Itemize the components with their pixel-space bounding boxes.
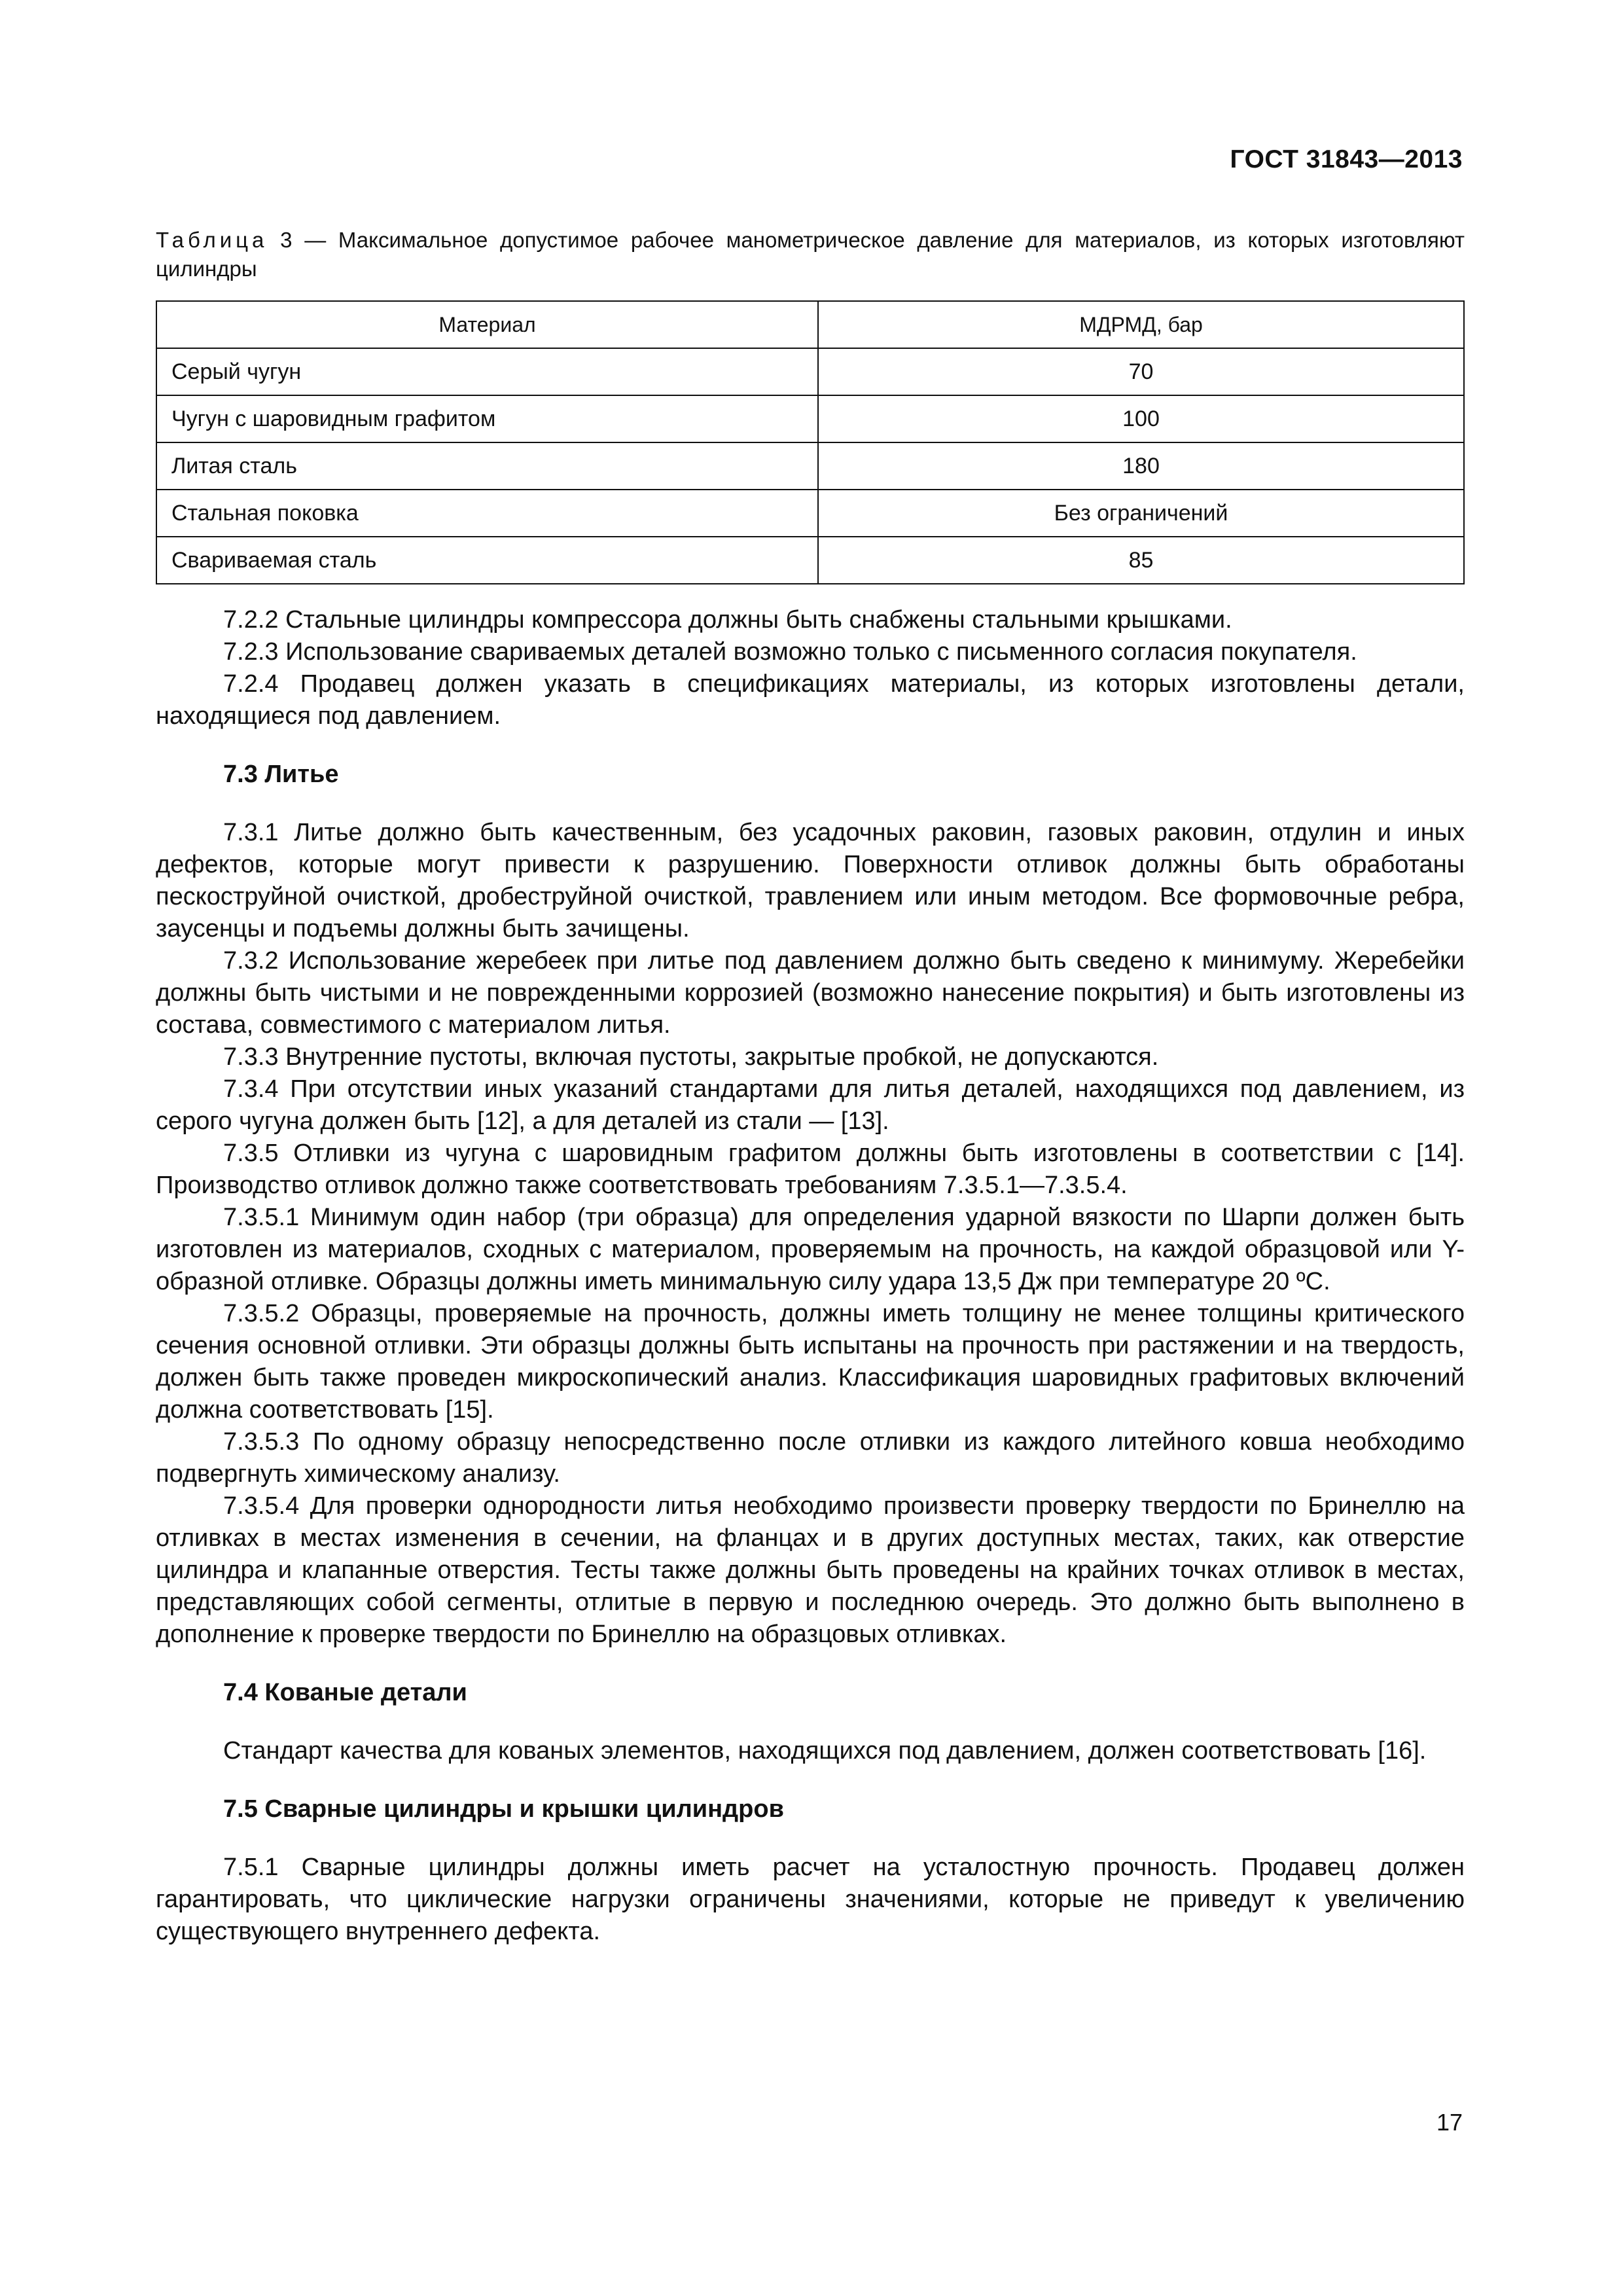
- paragraph-7-3-5-2: 7.3.5.2 Образцы, проверяемые на прочность, должны иметь толщину не менее толщины критического сечения основной отливки. Эти образцы должны быть испытаны на прочность при растяжении и на твердость, должен быть также проведен микроскопический анализ. Классификация шаровидных графитовых включений должна соответствовать [15].: [156, 1300, 1465, 1424]
- paragraph-7-5-1: 7.5.1 Сварные цилиндры должны иметь расчет на усталостную прочность. Продавец должен гарантировать, что циклические нагрузки ограничены значениями, которые не приведут к увеличению существующего внутреннего дефекта.: [156, 1854, 1465, 1945]
- material-cell: Серый чугун: [156, 348, 818, 395]
- material-cell: Чугун с шаровидным графитом: [156, 395, 818, 442]
- header-pressure: МДРМД, бар: [818, 301, 1464, 348]
- table-caption: [156, 226, 1465, 283]
- material-cell: Литая сталь: [156, 442, 818, 490]
- paragraph-7-3-2: 7.3.2 Использование жеребеек при литье под давлением должно быть сведено к минимуму. Жеребейки должны быть чистыми и не поврежденными коррозией (возможно нанесение покрытия) и быть изготовлены из состава, совместимого с материалом литья.: [156, 947, 1465, 1039]
- section-title-7-3: 7.3 Литье: [223, 761, 339, 788]
- table-row: [156, 395, 1464, 442]
- paragraph-7-3-5-1: 7.3.5.1 Минимум один набор (три образца) для определения ударной вязкости по Шарпи должен быть изготовлен из материалов, сходных с материалом, проверяемым на прочность, на каждой образцовой или Y-образной отливке. Образцы должны иметь минимальную силу удара 13,5 Дж при температуре 20 ºС.: [156, 1204, 1465, 1295]
- pressure-cell: 70: [818, 348, 1464, 395]
- table-row: [156, 490, 1464, 537]
- paragraph-7-2-4: 7.2.4 Продавец должен указать в спецификациях материалы, из которых изготовлены детали, находящиеся под давлением.: [156, 670, 1465, 730]
- paragraph-7-3-4: 7.3.4 При отсутствии иных указаний стандартами для литья деталей, находящихся под давлением, из серого чугуна должен быть [12], а для деталей из стали — [13].: [156, 1075, 1465, 1135]
- header-material: Материал: [156, 301, 818, 348]
- page-number: 17: [1436, 2109, 1463, 2136]
- table-row: [156, 348, 1464, 395]
- paragraph-7-3-5-4: 7.3.5.4 Для проверки однородности литья необходимо произвести проверку твердости по Бринеллю на отливках в местах изменения в сечении, на фланцах и в других доступных местах, таких, как отверстие цилиндра и клапанные отверстия. Тесты также должны быть проведены на крайних точках отливок в местах, представляющих собой сегменты, отлитые в первую и последнюю очередь. Это должно быть выполнено в дополнение к проверке твердости по Бринеллю на образцовых отливках.: [156, 1492, 1465, 1648]
- paragraph-7-3-5: 7.3.5 Отливки из чугуна с шаровидным графитом должны быть изготовлены в соответствии с [14]. Производство отливок должно также соответствовать требованиям 7.3.5.1—7.3.5.4.: [156, 1139, 1465, 1199]
- pressure-table: [156, 300, 1465, 584]
- paragraph-7-3-3: 7.3.3 Внутренние пустоты, включая пустоты, закрытые пробкой, не допускаются.: [223, 1043, 1159, 1071]
- table-caption-label: Таблица: [156, 228, 268, 252]
- section-title-7-4: 7.4 Кованые детали: [223, 1679, 467, 1706]
- pressure-cell: 180: [818, 442, 1464, 490]
- pressure-cell: Без ограничений: [818, 490, 1464, 537]
- paragraph-7-3-5-3: 7.3.5.3 По одному образцу непосредственно после отливки из каждого литейного ковша необходимо подвергнуть химическому анализу.: [156, 1428, 1465, 1488]
- pressure-cell: 85: [818, 537, 1464, 584]
- material-cell: Свариваемая сталь: [156, 537, 818, 584]
- section-title-7-5: 7.5 Сварные цилиндры и крышки цилиндров: [223, 1795, 784, 1823]
- page-content: [156, 226, 1465, 1948]
- material-cell: Стальная поковка: [156, 490, 818, 537]
- table-row: [156, 537, 1464, 584]
- table-header-row: [156, 301, 1464, 348]
- table-row: [156, 442, 1464, 490]
- paragraph-7-4: Стандарт качества для кованых элементов, находящихся под давлением, должен соответствовать [16].: [223, 1737, 1427, 1765]
- paragraph-7-3-1: 7.3.1 Литье должно быть качественным, без усадочных раковин, газовых раковин, отдулин и иных дефектов, которые могут привести к разрушению. Поверхности отливок должны быть обработаны пескоструйной очисткой, дробеструйной очисткой, травлением или иным методом. Все формовочные ребра, заусенцы и подъемы должны быть зачищены.: [156, 819, 1465, 942]
- table-caption-text: 3 — Максимальное допустимое рабочее манометрическое давление для материалов, из которых изготовляют цилиндры: [156, 228, 1465, 281]
- paragraph-7-2-2: 7.2.2 Стальные цилиндры компрессора должны быть снабжены стальными крышками.: [223, 606, 1232, 634]
- paragraph-7-2-3: 7.2.3 Использование свариваемых деталей возможно только с письменного согласия покупателя.: [223, 638, 1357, 666]
- document-code: ГОСТ 31843—2013: [1230, 145, 1463, 173]
- pressure-cell: 100: [818, 395, 1464, 442]
